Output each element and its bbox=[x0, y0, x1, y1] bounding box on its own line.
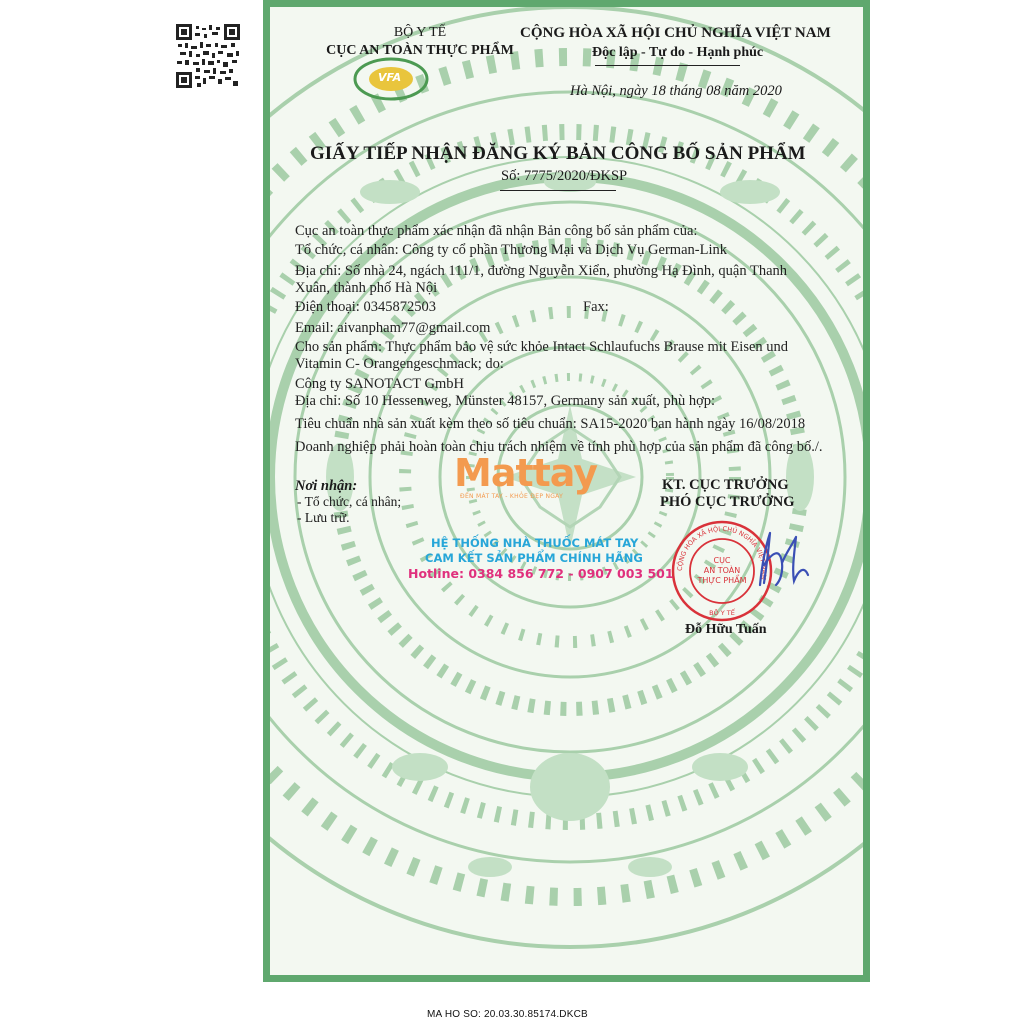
hotline-text: Hotline: 0384 856 772 - 0907 003 501 bbox=[408, 566, 674, 581]
pharmacy-system-text: HỆ THỐNG NHÀ THUỐC MÁT TAY bbox=[431, 536, 639, 550]
motto-underline bbox=[595, 65, 740, 66]
qr-code bbox=[176, 24, 240, 88]
product-line-2: Vitamin C- Orangengeschmack; do: bbox=[295, 356, 504, 372]
intro-text: Cục an toàn thực phẩm xác nhận đã nhận Bản công bố sản phẩm của: bbox=[295, 223, 698, 239]
recipient-item: - Lưu trữ. bbox=[297, 510, 350, 525]
organization-line: Tổ chức, cá nhân: Công ty cổ phần Thương Mại và Dịch Vụ German-Link bbox=[295, 242, 727, 258]
signer-title-1: KT. CỤC TRƯỞNG bbox=[662, 477, 789, 493]
stamp-line-3: THỰC PHẨM bbox=[697, 576, 747, 585]
dossier-code: MA HO SO: 20.03.30.85174.DKCB bbox=[427, 1009, 588, 1020]
phone-line: Điện thoại: 0345872503 bbox=[295, 299, 436, 315]
manufacturer-address: Địa chỉ: Số 10 Hessenweg, Münster 48157, Germany sản xuất, phù hợp: bbox=[295, 393, 716, 409]
document-number: Số: 7775/2020/ĐKSP bbox=[501, 168, 628, 184]
product-line-1: Cho sản phẩm: Thực phẩm bảo vệ sức khỏe Intact Schlaufuchs Brause mit Eisen und bbox=[295, 339, 789, 355]
genuine-commitment-text: CAM KẾT SẢN PHẨM CHÍNH HÃNG bbox=[425, 551, 643, 565]
recipients-heading: Nơi nhận: bbox=[295, 478, 358, 494]
handwritten-signature bbox=[746, 525, 816, 595]
ministry-name: BỘ Y TẾ bbox=[393, 25, 447, 40]
vfa-logo-text: VFA bbox=[378, 71, 402, 84]
stamp-ring-text: CỘNG HÒA XÃ HỘI CHỦ NGHĨA VIỆT NAM bbox=[675, 524, 769, 581]
stamp-line-2: AN TOÀN bbox=[703, 566, 741, 575]
mattay-logo: Mattay bbox=[454, 451, 598, 495]
address-line-1: Địa chỉ: Số nhà 24, ngách 111/1, đường Nguyễn Xiển, phường Hạ Đình, quận Thanh bbox=[295, 263, 788, 279]
agency-name: CỤC AN TOÀN THỰC PHẨM bbox=[326, 43, 514, 58]
recipient-item: - Tổ chức, cá nhân; bbox=[297, 494, 402, 509]
mattay-slogan: ĐẾN MÁT TAY - KHỎE ĐẸP NGAY bbox=[460, 493, 564, 500]
responsibility-line: Doanh nghiệp phải hoàn toàn chịu trách nhiệm về tính phù hợp của sản phẩm đã công bố./. bbox=[295, 439, 823, 455]
standard-line: Tiêu chuẩn nhà sản xuất kèm theo số tiêu chuẩn: SA15-2020 ban hành ngày 16/08/2018 bbox=[295, 416, 806, 432]
stamp-bottom-text: BỘ Y TẾ bbox=[709, 609, 735, 617]
nation-name: CỘNG HÒA XÃ HỘI CHỦ NGHĨA VIỆT NAM bbox=[520, 25, 831, 41]
email-line: Email: aivanpham77@gmail.com bbox=[295, 320, 491, 336]
manufacturer-line: Công ty SANOTACT GmbH bbox=[295, 376, 464, 392]
number-underline bbox=[500, 190, 616, 191]
signer-name: Đỗ Hữu Tuấn bbox=[685, 622, 767, 637]
issue-date: Hà Nội, ngày 18 tháng 08 năm 2020 bbox=[570, 83, 782, 99]
address-line-2: Xuân, thành phố Hà Nội bbox=[295, 280, 438, 296]
document-title: GIẤY TIẾP NHẬN ĐĂNG KÝ BẢN CÔNG BỐ SẢN PHẨM bbox=[310, 143, 806, 164]
signer-title-2: PHÓ CỤC TRƯỞNG bbox=[660, 494, 795, 510]
certificate-document bbox=[263, 0, 870, 982]
stamp-line-1: CỤC bbox=[713, 556, 731, 565]
national-motto: Độc lập - Tự do - Hạnh phúc bbox=[592, 45, 764, 60]
fax-line: Fax: bbox=[583, 299, 609, 315]
